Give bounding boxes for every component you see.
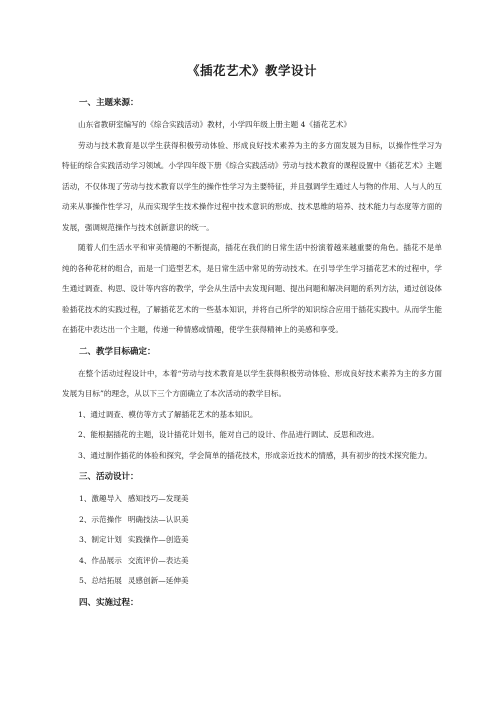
activity-item-step: 3、制定计划 [79, 535, 122, 544]
section-heading-implementation: 四、实施过程： [79, 597, 139, 608]
document-title: 《插花艺术》教学设计 [186, 63, 317, 78]
activity-item-text: 灵感创新—延伸美 [127, 576, 189, 585]
document-page [62, 62, 442, 615]
section-heading-source: 一、主题来源： [79, 98, 139, 108]
background-paragraph-2: 随着人们生活水平和审美情趣的不断提高，插花在我们的日常生活中扮演着越来越重要的角色。插花不是单纯的各种花材的组合，而是一门造型艺术，是日常生活中常见的劳动技术。在引导学生学习插花艺术的过程中，学生通过调查、构思、设计等内容的教学，学会从生活中去发现问题、提出问题和解决问题的系列方法，通过创设体验插花技术的实践过程，了解插花艺术的一些基本知识，并将自己所学的知识综合应用于插花实践中。从而学生能在插花中表达出一个主题，传递一种情感或情趣，使学生获得精神上的美感和享受。 [62, 243, 442, 334]
section-heading-activity-design: 三、活动设计： [79, 472, 139, 482]
activity-item-step: 5、总结拓展 [79, 576, 122, 585]
goal-item-3: 3、通过制作插花的体验和探究，学会简单的插花技术，形成亲近技术的情感，具有初步的技术探究能力。 [78, 450, 433, 460]
activity-item-text: 感知技巧—发现美 [127, 494, 189, 503]
goal-item-2: 2、能根据插花的主题，设计插花计划书，能对自己的设计、作品进行调试、反思和改进。 [78, 430, 379, 439]
goals-intro-paragraph: 在整个活动过程设计中，本着“劳动与技术教育是以学生获得积极劳动体验、形成良好技术素养为主的多方面发展为目标”的理念，从以下三个方面确立了本次活动的教学目标。 [62, 368, 442, 398]
activity-item-step: 2、示范操作 [79, 514, 122, 524]
source-paragraph: 山东省教研室编写的《综合实践活动》教材，小学四年级上册主题 4《插花艺术》 [78, 120, 352, 129]
activity-item-text: 交流评价—表达美 [127, 555, 189, 565]
activity-item [62, 489, 442, 510]
activity-item [62, 510, 442, 531]
background-paragraph-1: 劳动与技术教育是以学生获得积极劳动体验、形成良好技术素养为主的多方面发展为目标，以操作性学习为特征的综合实践活动学习领域。小学四年级下册《综合实践活动》劳动与技术教育的课程设置中《插花艺术》主题活动，不仅体现了劳动与技术教育以学生的操作性学习为主要特征，并且强调学生通过人与物的作用、人与人的互动来从事操作性学习，从而实现学生技术操作过程中技术意识的形成、技术思维的培养、技术能力与态度等方面的发展，强调规范操作与技术创新意识的统一。 [62, 140, 442, 232]
activity-item-step: 1、激趣导入 [79, 494, 122, 503]
section-heading-goals: 二、教学目标确定： [79, 346, 156, 357]
activity-item [62, 551, 442, 572]
activity-item [62, 530, 442, 551]
goal-item-1: 1、通过调查、模仿等方式了解插花艺术的基本知识。 [78, 409, 258, 419]
activity-item [62, 571, 442, 592]
activity-item-text: 明确技法—认识美 [127, 514, 189, 524]
activity-item-text: 实践操作—创造美 [127, 535, 189, 544]
activity-item-step: 4、作品展示 [79, 555, 122, 565]
